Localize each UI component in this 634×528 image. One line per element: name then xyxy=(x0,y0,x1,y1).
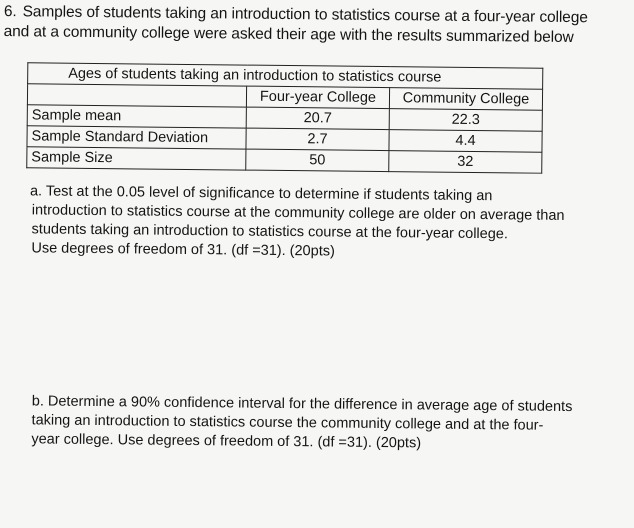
part-a-line-2: introduction to statistics course at the community college are older on average than xyxy=(31,202,565,224)
column-header-four-year: Four-year College xyxy=(246,86,389,108)
cell-community-std-dev: 4.4 xyxy=(389,130,542,153)
part-a-line-3: students taking an introduction to statistics course at the four-year college. xyxy=(31,221,509,243)
row-label-std-dev: Sample Standard Deviation xyxy=(27,126,246,149)
question-text-line-1: Samples of students taking an introduction to statistics course at a four-year college xyxy=(22,3,588,27)
cell-community-sample-size: 32 xyxy=(389,151,542,174)
row-label-sample-size: Sample Size xyxy=(27,147,246,170)
row-label-mean: Sample mean xyxy=(27,105,246,128)
part-b-line-1: b. Determine a 90% confidence interval for the difference in average age of students xyxy=(31,393,573,416)
part-b-question xyxy=(31,392,628,455)
age-summary-table xyxy=(26,62,543,173)
part-a-question xyxy=(31,182,630,264)
question-number: 6. xyxy=(3,3,17,21)
cell-four-year-sample-size: 50 xyxy=(246,149,389,171)
question-text-line-2: and at a community college were asked their age with the results summarized below xyxy=(3,23,574,47)
part-a-line-1: a. Test at the 0.05 level of significance to determine if students taking an xyxy=(29,183,493,205)
cell-community-mean: 22.3 xyxy=(389,109,542,132)
cell-four-year-mean: 20.7 xyxy=(246,107,389,129)
table-corner-cell xyxy=(27,84,246,107)
part-b-line-2: taking an introduction to statistics course the community college and at the four- xyxy=(31,412,544,434)
question-header xyxy=(4,2,632,49)
part-a-line-4: Use degrees of freedom of 31. (df =31). (20pts) xyxy=(31,240,335,260)
part-b-line-3: year college. Use degrees of freedom of 31. (df =31). (20pts) xyxy=(31,431,422,452)
cell-four-year-std-dev: 2.7 xyxy=(246,128,389,150)
table-title: Ages of students taking an introduction to statistics course xyxy=(28,63,543,89)
column-header-community: Community College xyxy=(389,88,542,111)
